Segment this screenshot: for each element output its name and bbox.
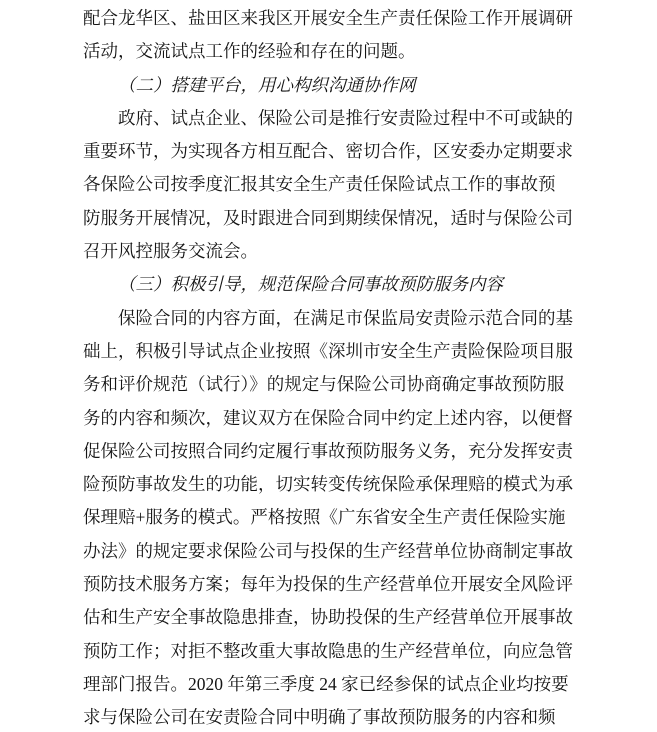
section-heading: （二）搭建平台，用心构织沟通协作网 [118,74,416,95]
text-line: 促保险公司按照合同约定履行事故预防服务义务，充分发挥安责 [83,440,573,461]
text-line: 估和生产安全事故隐患排查，协助投保的生产经营单位开展事故 [83,607,573,628]
text-line: 各保险公司按季度汇报其安全生产责任保险试点工作的事故预 [83,174,556,195]
text-line: 务的内容和频次，建议双方在保险合同中约定上述内容，以便督 [83,407,573,428]
text-line: 预防技术服务方案；每年为投保的生产经营单位开展安全风险评 [83,574,573,595]
text-line: 务和评价规范（试行）》的规定与保险公司协商确定事故预防服 [83,374,565,395]
text-line: 活动，交流试点工作的经验和存在的问题。 [83,41,416,62]
document-text-block [83,2,575,732]
text-line: 政府、试点企业、保险公司是推行安责险过程中不可或缺的 [118,107,573,128]
section-heading: （三）积极引导，规范保险合同事故预防服务内容 [118,274,503,295]
paragraph-contract-content [83,302,575,732]
text-line: 础上，积极引导试点企业按照《深圳市安全生产责险保险项目服 [83,340,573,361]
text-line: 办法》的规定要求保险公司与投保的生产经营单位协商制定事故 [83,540,573,561]
text-line: 召开风控服务交流会。 [83,241,258,262]
text-line: 求与保险公司在安责险合同中明确了事故预防服务的内容和频 [83,707,556,728]
heading-section-2 [83,69,575,102]
text-line: 保险合同的内容方面，在满足市保监局安责险示范合同的基 [118,307,573,328]
text-line: 配合龙华区、盐田区来我区开展安全生产责任保险工作开展调研 [83,8,573,28]
text-line: 防服务开展情况，及时跟进合同到期续保情况，适时与保险公司 [83,207,573,228]
text-line: 重要环节，为实现各方相互配合、密切合作，区安委办定期要求 [83,141,573,162]
paragraph-coordination [83,102,575,268]
text-line: 预防工作；对拒不整改重大事故隐患的生产经营单位，向应急管 [83,640,573,661]
text-line: 理部门报告。2020 年第三季度 24 家已经参保的试点企业均按要 [83,673,569,694]
text-line: 险预防事故发生的功能，切实转变传统保险承保理赔的模式为承 [83,474,573,495]
paragraph-survey-continued [83,2,575,69]
heading-section-3 [83,268,575,301]
text-line: 保理赔+服务的模式。严格按照《广东省安全生产责任保险实施 [83,507,566,528]
